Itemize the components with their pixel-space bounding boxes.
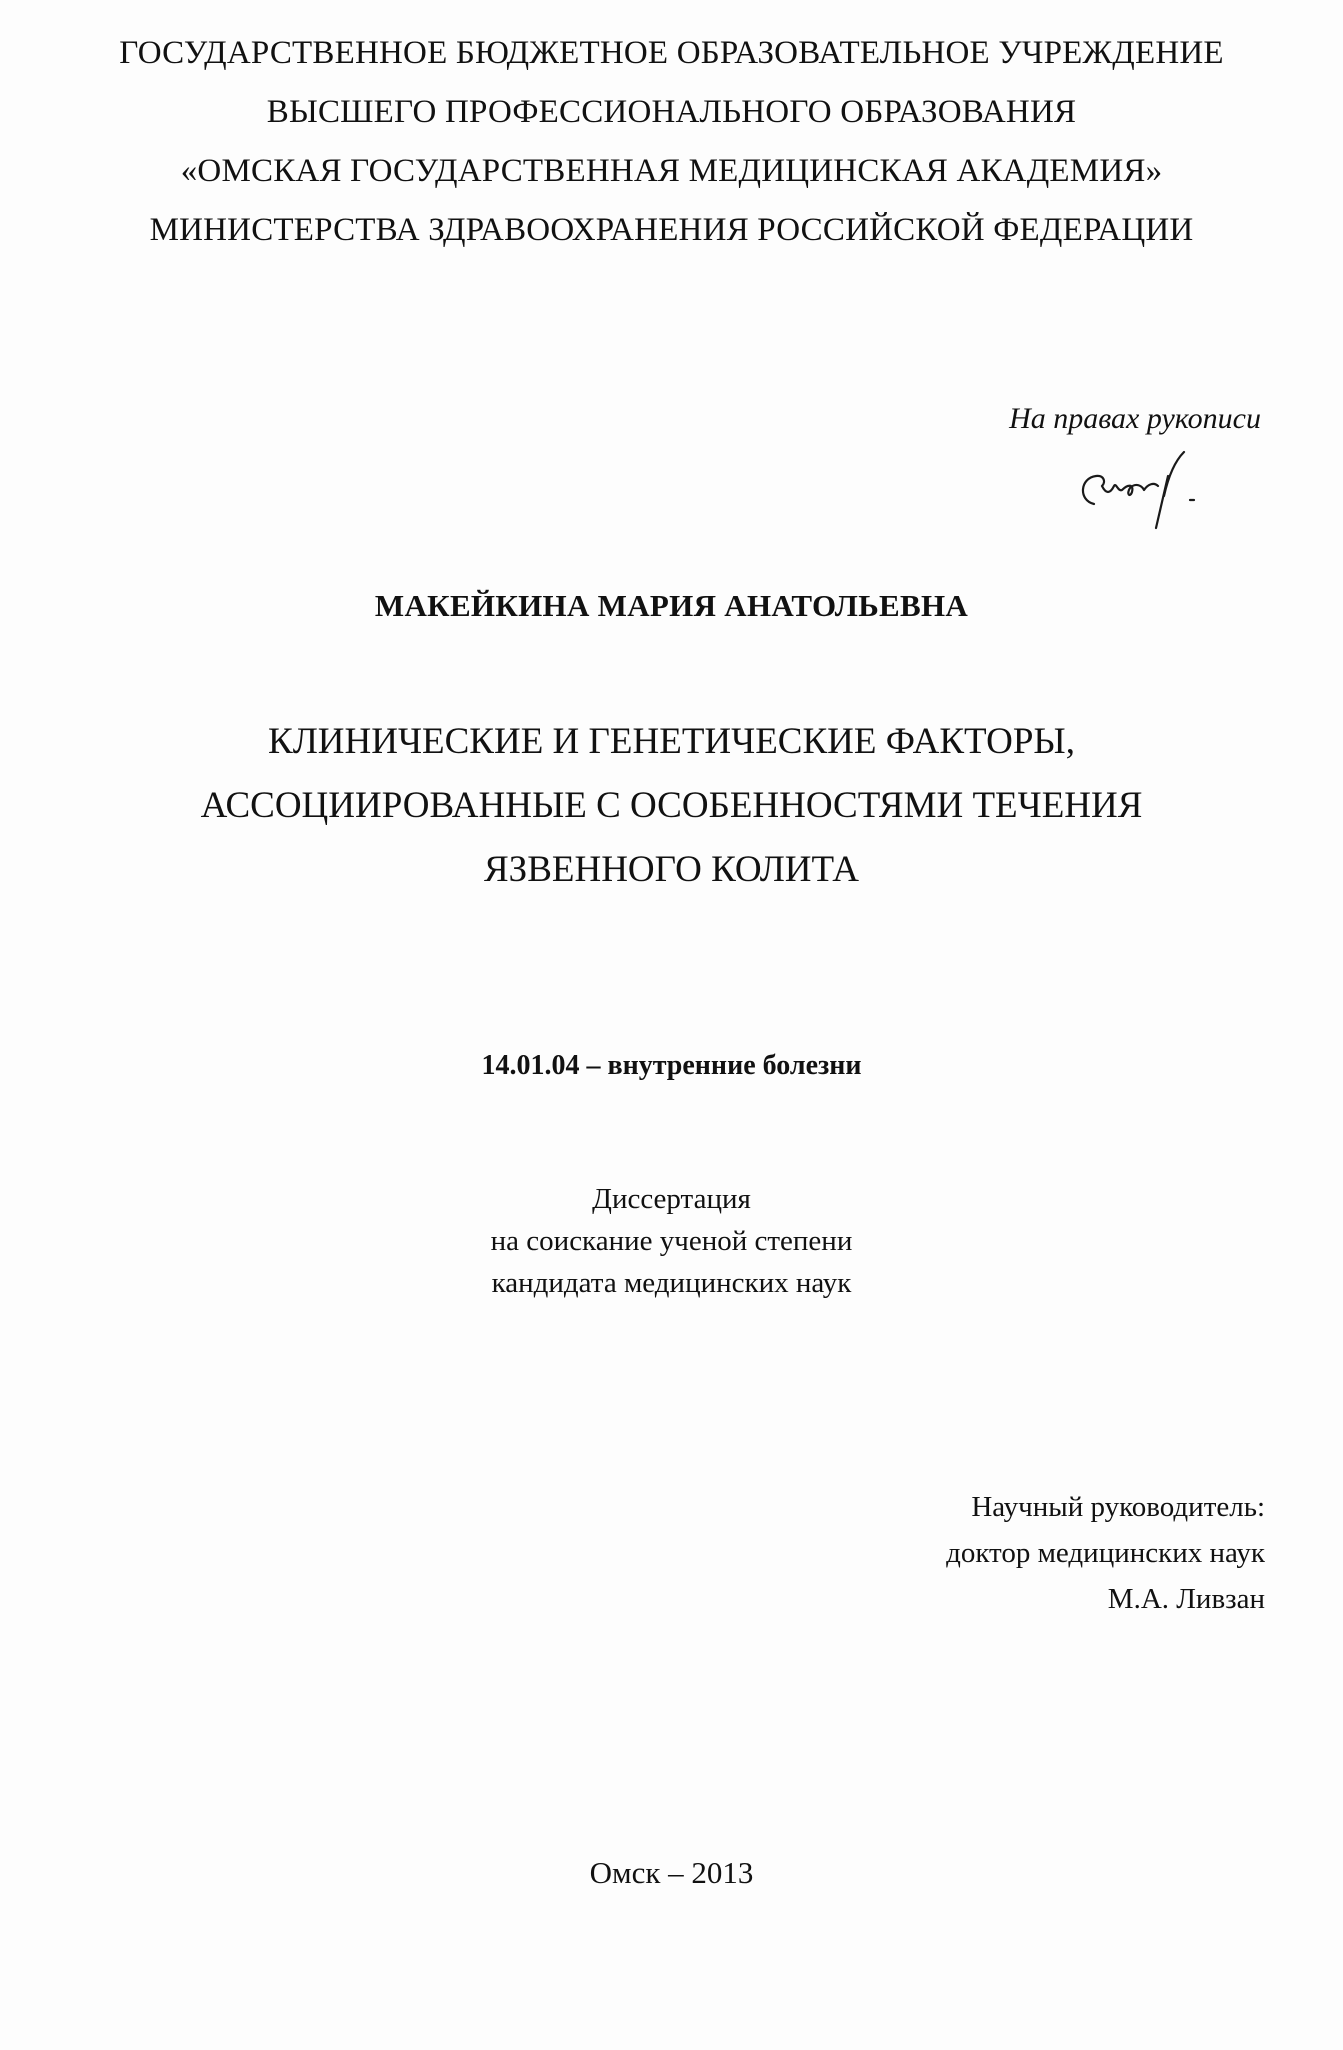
organization-line: ГОСУДАРСТВЕННОЕ БЮДЖЕТНОЕ ОБРАЗОВАТЕЛЬНОЕ УЧРЕЖДЕНИЕ [119,35,1224,71]
organization-line: ВЫСШЕГО ПРОФЕССИОНАЛЬНОГО ОБРАЗОВАНИЯ [266,94,1077,130]
scientific-supervisor [946,1484,1265,1622]
organization-line: МИНИСТЕРСТВА ЗДРАВООХРАНЕНИЯ РОССИЙСКОЙ ФЕДЕРАЦИИ [149,212,1194,248]
supervisor-line: Научный руководитель: [971,1491,1265,1523]
dissertation-title [0,710,1343,902]
degree-line: Диссертация [592,1183,751,1215]
title-line: КЛИНИЧЕСКИЕ И ГЕНЕТИЧЕСКИЕ ФАКТОРЫ, [268,721,1075,762]
organization-header [0,24,1343,260]
degree-statement [0,1178,1343,1304]
title-line: АССОЦИИРОВАННЫЕ С ОСОБЕННОСТЯМИ ТЕЧЕНИЯ [200,785,1143,826]
author-name: МАКЕЙКИНА МАРИЯ АНАТОЛЬЕВНА [374,588,969,623]
degree-line: на соискание ученой степени [490,1225,853,1257]
title-line: ЯЗВЕННОГО КОЛИТА [483,849,860,890]
specialty-code: 14.01.04 – внутренние болезни [481,1050,862,1081]
supervisor-line: доктор медицинских наук [946,1537,1265,1569]
supervisor-line: М.А. Ливзан [1107,1583,1265,1615]
organization-line: «ОМСКАЯ ГОСУДАРСТВЕННАЯ МЕДИЦИНСКАЯ АКАДЕМИЯ» [180,153,1163,189]
rights-note: На правах рукописи [1009,402,1261,435]
city-year: Омск – 2013 [589,1855,754,1890]
signature [1072,442,1212,532]
degree-line: кандидата медицинских наук [491,1267,852,1299]
